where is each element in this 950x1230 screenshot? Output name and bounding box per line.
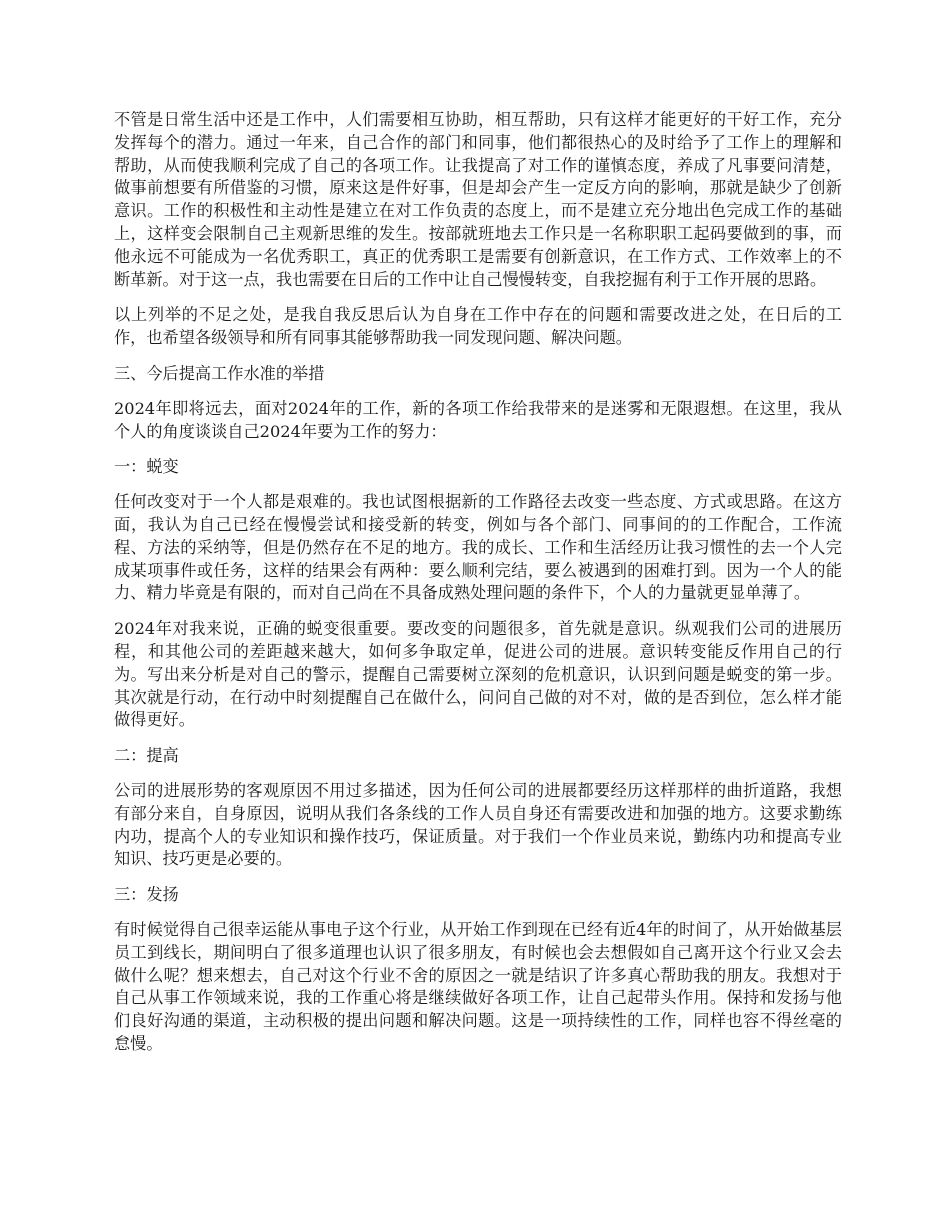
paragraph-teamwork: 不管是日常生活中还是工作中，人们需要相互协助，相互帮助，只有这样才能更好的干好工作，充分发挥每个的潜力。通过一年来，自己合作的部门和同事，他们都很热心的及时给予了工作上的理解和帮助，从而使我顺利完成了自己的各项工作。让我提高了对工作的谨慎态度，养成了凡事要问清楚，做事前想要有所借鉴的习惯，原来这是件好事，但是却会产生一定反方向的影响，那就是缺少了创新意识。工作的积极性和主动性是建立在对工作负责的态度上，而不是建立充分地出色完成工作的基础上，这样变会限制自己主观新思维的发生。按部就班地去工作只是一名称职职工起码要做到的事，而他永远不可能成为一名优秀职工，真正的优秀职工是需要有创新意识，在工作方式、工作效率上的不断革新。对于这一点，我也需要在日后的工作中让自己慢慢转变，自我挖掘有利于工作开展的思路。 [114, 110, 842, 289]
paragraph-shortcomings-summary: 以上列举的不足之处，是我自我反思后认为自身在工作中存在的问题和需要改进之处，在日后的工作，也希望各级领导和所有同事其能够帮助我一同发现问题、解决问题。 [114, 305, 842, 348]
subheading-carry-forward: 三：发扬 [114, 885, 179, 905]
paragraph-2024-transformation: 2024年对我来说，正确的蜕变很重要。要改变的问题很多，首先就是意识。纵观我们公司的进展历程，和其他公司的差距越来越大，如何多争取定单，促进公司的进展。意识转变能反作用自己的行为。写出来分析是对自己的警示，提醒自己需要树立深刻的危机意识，认识到问题是蜕变的第一步。其次就是行动，在行动中时刻提醒自己在做什么，问问自己做的对不对，做的是否到位，怎么样才能做得更好。 [114, 619, 842, 730]
section-heading-improvement-measures: 三、今后提高工作水准的举措 [114, 363, 325, 383]
paragraph-2024-intro: 2024年即将远去，面对2024年的工作，新的各项工作给我带来的是迷雾和无限遐想。在这里，我从个人的角度谈谈自己2024年要为工作的努力： [114, 398, 842, 441]
subheading-improve: 二：提高 [114, 746, 179, 766]
paragraph-company-progress: 公司的进展形势的客观原因不用过多描述，因为任何公司的进展都要经历这样那样的曲折道路，我想有部分来自，自身原因，说明从我们各条线的工作人员自身还有需要改进和加强的地方。这要求勤练内功，提高个人的专业知识和操作技巧，保证质量。对于我们一个作业员来说，勤练内功和提高专业知识、技巧更是必要的。 [114, 780, 842, 869]
document-body [114, 109, 842, 1069]
paragraph-electronics-industry: 有时候觉得自己很幸运能从事电子这个行业，从开始工作到现在已经有近4年的时间了，从开始做基层员工到线长，期间明白了很多道理也认识了很多朋友，有时候也会去想假如自己离开这个行业又会去做什么呢？想来想去，自己对这个行业不舍的原因之一就是结识了许多真心帮助我的朋友。我想对于自己从事工作领域来说，我的工作重心将是继续做好各项工作，让自己起带头作用。保持和发扬与他们良好沟通的渠道，主动积极的提出问题和解决问题。这是一项持续性的工作，同样也容不得丝毫的怠慢。 [114, 919, 842, 1053]
subheading-transformation: 一：蜕变 [114, 457, 179, 477]
paragraph-change-difficulty: 任何改变对于一个人都是艰难的。我也试图根据新的工作路径去改变一些态度、方式或思路。在这方面，我认为自己已经在慢慢尝试和接受新的转变，例如与各个部门、同事间的的工作配合，工作流程、方法的采纳等，但是仍然存在不足的地方。我的成长、工作和生活经历让我习惯性的去一个人完成某项事件或任务，这样的结果会有两种：要么顺利完结，要么被遇到的困难打到。因为一个人的能力、精力毕竟是有限的，而对自己尚在不具备成熟处理问题的条件下，个人的力量就更显单薄了。 [114, 492, 842, 603]
